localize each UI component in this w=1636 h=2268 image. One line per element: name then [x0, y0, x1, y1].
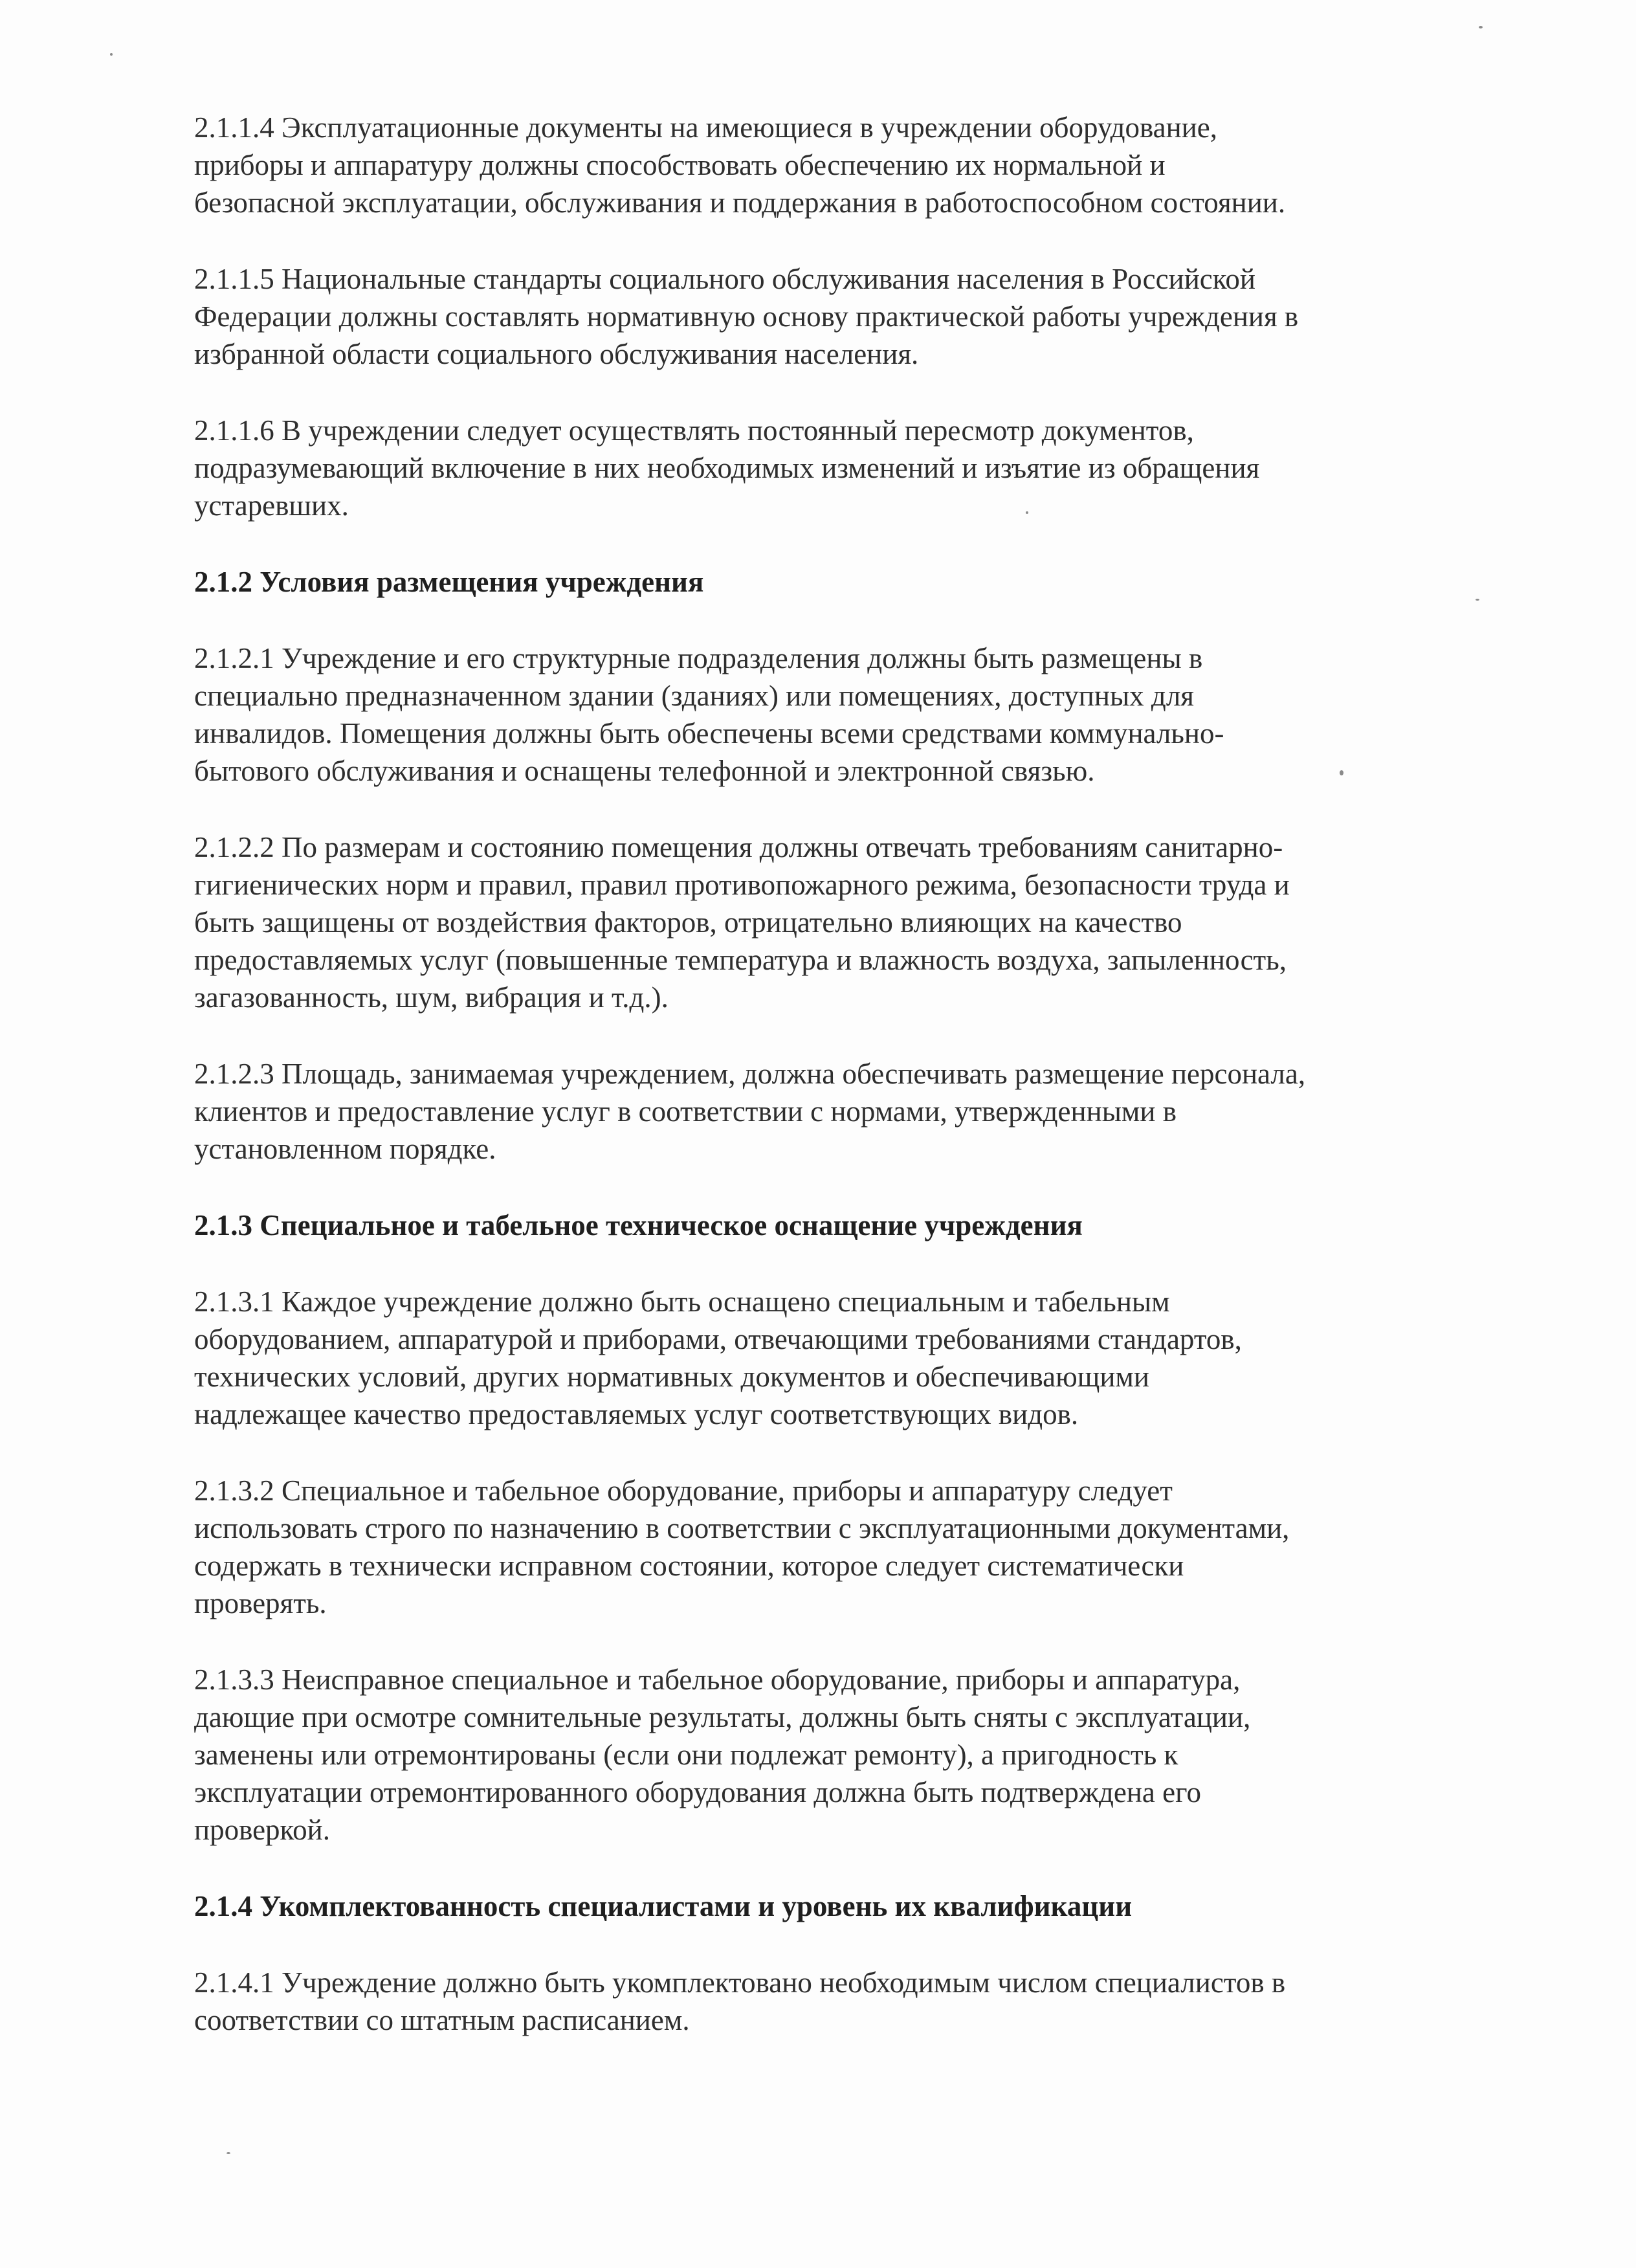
paragraph-2-1-2-2: 2.1.2.2 По размерам и состоянию помещения должны отвечать требованиям санитарно- гигиенических норм и правил, правил противопожарного режима, безопасности труда и быть защищены от воздействия факторов, отрицательно влияющих на качество предоставляемых услуг (повышенные температура и влажность воздуха, запыленность, загазованность, шум, вибрация и т.д.).: [194, 831, 1290, 1014]
document-body: [194, 109, 1482, 2078]
section-heading-2-1-4: 2.1.4 Укомплектованность специалистами и уровень их квалификации: [194, 1890, 1133, 1922]
paragraph-2-1-2-1: 2.1.2.1 Учреждение и его структурные подразделения должны быть размещены в специально предназначенном здании (зданиях) или помещениях, доступных для инвалидов. Помещения должны быть обеспечены всеми средствами коммунально- бытового обслуживания и оснащены телефонной и электронной связью.: [194, 642, 1224, 787]
paragraph-2-1-3-2: 2.1.3.2 Специальное и табельное оборудование, приборы и аппаратуру следует использовать строго по назначению в соответствии с эксплуатационными документами, содержать в технически исправном состоянии, которое следует систематически проверять.: [194, 1474, 1290, 1619]
paragraph-2-1-3-1: 2.1.3.1 Каждое учреждение должно быть оснащено специальным и табельным оборудованием, аппаратурой и приборами, отвечающими требованиями стандартов, технических условий, других нормативных документов и обеспечивающими надлежащее качество предоставляемых услуг соответствующих видов.: [194, 1285, 1242, 1430]
scan-speck: [227, 2152, 230, 2154]
paragraph-2-1-1-5: 2.1.1.5 Национальные стандарты социального обслуживания населения в Российской Федерации должны составлять нормативную основу практической работы учреждения в избранной области социального обслуживания населения.: [194, 263, 1299, 370]
paragraph-2-1-4-1: 2.1.4.1 Учреждение должно быть укомплектовано необходимым числом специалистов в соответствии со штатным расписанием.: [194, 1966, 1286, 2036]
paragraph-2-1-3-3: 2.1.3.3 Неисправное специальное и табельное оборудование, приборы и аппаратура, дающие при осмотре сомнительные результаты, должны быть сняты с эксплуатации, заменены или отремонтированы (если они подлежат ремонту), а пригодность к эксплуатации отремонтированного оборудования должна быть подтверждена его проверкой.: [194, 1663, 1251, 1846]
paragraph-2-1-2-3: 2.1.2.3 Площадь, занимаемая учреждением, должна обеспечивать размещение персонала, клиентов и предоставление услуг в соответствии с нормами, утвержденными в установленном порядке.: [194, 1058, 1306, 1165]
scan-speck: [1479, 26, 1483, 28]
section-heading-2-1-3: 2.1.3 Специальное и табельное техническое оснащение учреждения: [194, 1209, 1083, 1241]
paragraph-2-1-1-6: 2.1.1.6 В учреждении следует осуществлять постоянный пересмотр документов, подразумевающий включение в них необходимых изменений и изъятие из обращения устаревших.: [194, 414, 1260, 522]
section-heading-2-1-2: 2.1.2 Условия размещения учреждения: [194, 566, 704, 598]
scan-speck: [110, 53, 113, 56]
paragraph-2-1-1-4: 2.1.1.4 Эксплуатационные документы на имеющиеся в учреждении оборудование, приборы и аппаратуру должны способствовать обеспечению их нормальной и безопасной эксплуатации, обслуживания и поддержания в работоспособном состоянии.: [194, 111, 1286, 219]
